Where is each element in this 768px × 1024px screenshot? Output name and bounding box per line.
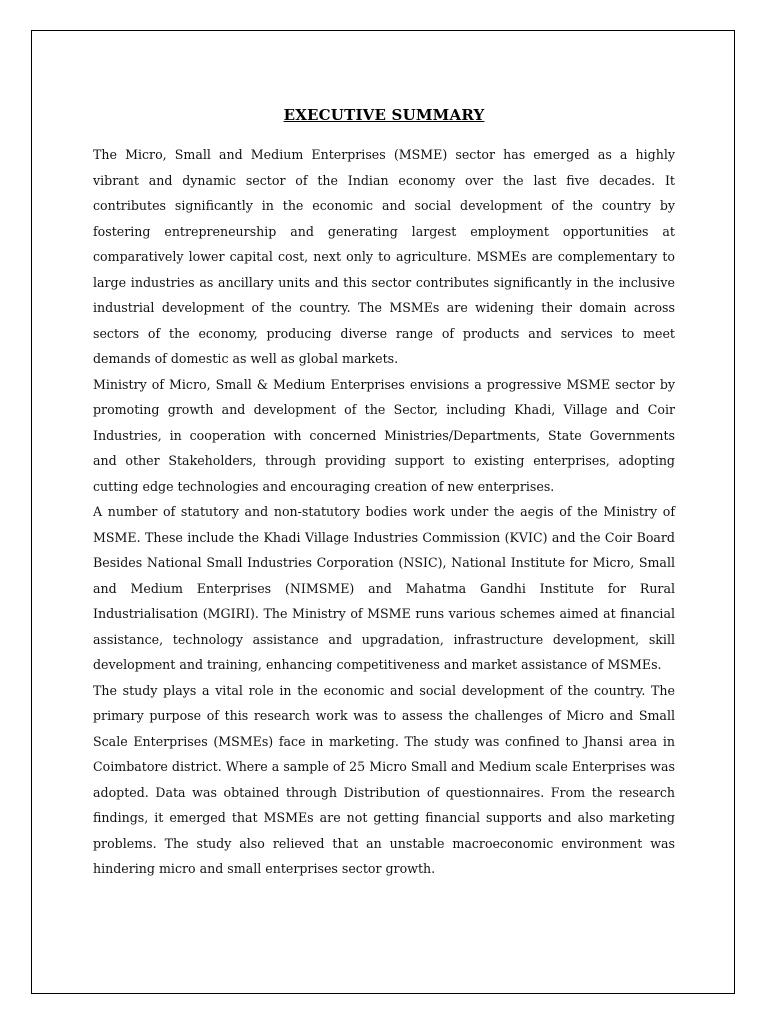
document-title: EXECUTIVE SUMMARY bbox=[283, 106, 485, 124]
paragraph-study-summary: The study plays a vital role in the economic and social development of the country. The primary purpose of this research work was to assess the challenges of Micro and Small Scale Enterprises (MSMEs) face in marketing. The study was confined to Jhansi area in Coimbatore district. Where a sample of 25 Micro Small and Medium scale Enterprises was adopted. Data was obtained through Distribution of questionnaires. From the research findings, it emerged that MSMEs are not getting financial supports and also marketing problems. The study also relieved that an unstable macroeconomic environment was hindering micro and small enterprises sector growth. bbox=[93, 682, 675, 876]
document-body bbox=[93, 142, 675, 882]
paragraph-ministry-vision: Ministry of Micro, Small & Medium Enterprises envisions a progressive MSME sector by promoting growth and development of the Sector, including Khadi, Village and Coir Industries, in cooperation with concerned Ministries/Departments, State Governments and other Stakeholders, through providing support to existing enterprises, adopting cutting edge technologies and encouraging creation of new enterprises. bbox=[93, 376, 675, 494]
paragraph-msme-overview: The Micro, Small and Medium Enterprises (MSME) sector has emerged as a highly vibrant and dynamic sector of the Indian economy over the last five decades. It contributes significantly in the economic and social development of the country by fostering entrepreneurship and generating largest employment opportunities at comparatively lower capital cost, next only to agriculture. MSMEs are complementary to large industries as ancillary units and this sector contributes significantly in the inclusive industrial development of the country. The MSMEs are widening their domain across sectors of the economy, producing diverse range of products and services to meet demands of domestic as well as global markets. bbox=[93, 147, 675, 366]
paragraph-statutory-bodies: A number of statutory and non-statutory bodies work under the aegis of the Ministry of MSME. These include the Khadi Village Industries Commission (KVIC) and the Coir Board Besides National Small Industries Corporation (NSIC), National Institute for Micro, Small and Medium Enterprises (NIMSME) and Mahatma Gandhi Institute for Rural Industrialisation (MGIRI). The Ministry of MSME runs various schemes aimed at financial assistance, technology assistance and upgradation, infrastructure development, skill development and training, enhancing competitiveness and market assistance of MSMEs. bbox=[93, 504, 675, 672]
